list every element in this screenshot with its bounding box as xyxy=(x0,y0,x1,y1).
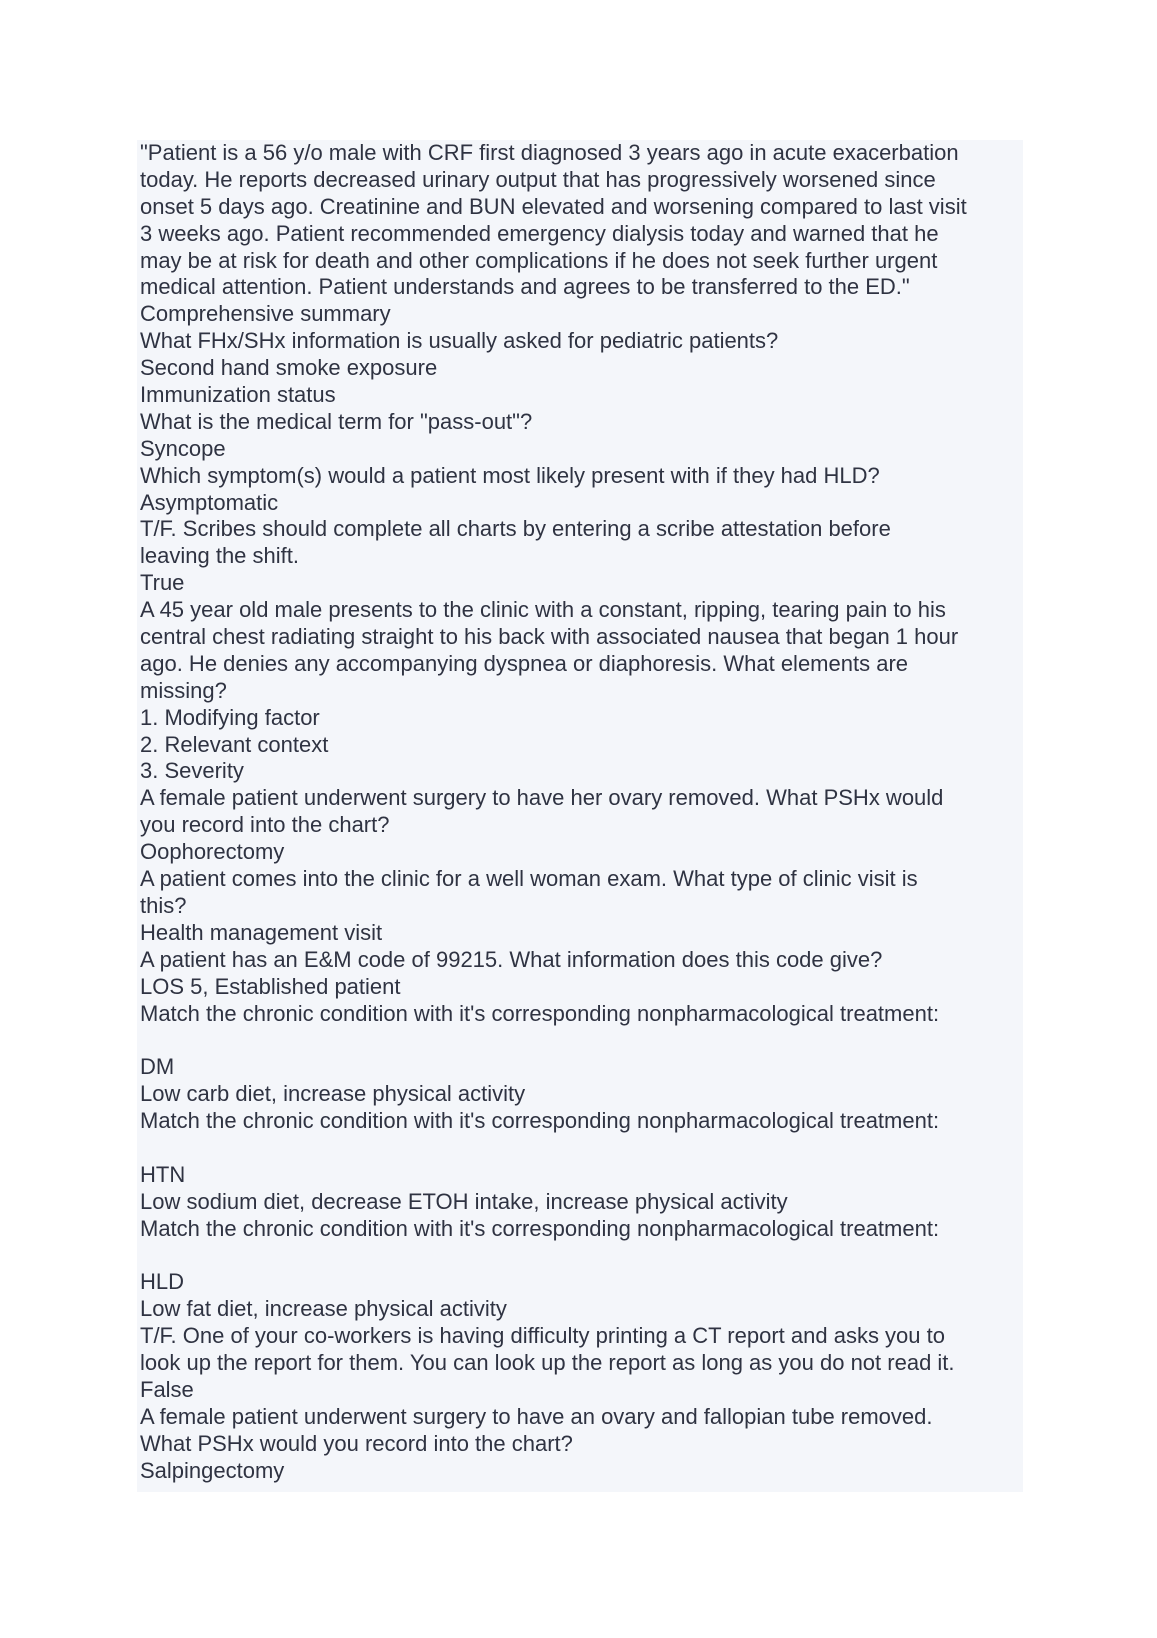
question-line: DM xyxy=(140,1054,175,1080)
text-line: medical attention. Patient understands and agrees to be transferred to the ED." xyxy=(140,274,910,300)
question-line: this? xyxy=(140,892,187,918)
question-line: What is the medical term for "pass-out"? xyxy=(140,408,533,434)
question-line: What FHx/SHx information is usually asked for pediatric patients? xyxy=(140,328,779,354)
question-line: A female patient underwent surgery to have her ovary removed. What PSHx would xyxy=(140,785,944,811)
answer-line: Comprehensive summary xyxy=(140,301,391,327)
question-line: What PSHx would you record into the chart? xyxy=(140,1430,573,1456)
answer-line: True xyxy=(140,570,185,596)
question-line: look up the report for them. You can look up the report as long as you do not read it. xyxy=(140,1350,955,1376)
answer-line: Asymptomatic xyxy=(140,489,279,515)
text-line: 3 weeks ago. Patient recommended emergency dialysis today and warned that he xyxy=(140,220,939,246)
question-line: HTN xyxy=(140,1161,186,1187)
question-line: leaving the shift. xyxy=(140,543,299,569)
answer-line: Second hand smoke exposure xyxy=(140,355,438,381)
blank-line xyxy=(140,1243,1020,1270)
question-line: A patient has an E&M code of 99215. What information does this code give? xyxy=(140,946,883,972)
answer-line: False xyxy=(140,1376,194,1402)
question-line: HLD xyxy=(140,1269,185,1295)
blank-line xyxy=(140,1027,1020,1054)
blank-line xyxy=(140,1135,1020,1162)
answer-line: 2. Relevant context xyxy=(140,731,329,757)
question-line: A female patient underwent surgery to have an ovary and fallopian tube removed. xyxy=(140,1403,933,1429)
answer-line: Immunization status xyxy=(140,382,336,408)
answer-line: Low sodium diet, decrease ETOH intake, increase physical activity xyxy=(140,1188,788,1214)
answer-line: Low fat diet, increase physical activity xyxy=(140,1296,507,1322)
question-line: Match the chronic condition with it's corresponding nonpharmacological treatment: xyxy=(140,1215,940,1241)
flashcard-text-block xyxy=(137,140,1023,1492)
text-line: onset 5 days ago. Creatinine and BUN elevated and worsening compared to last visit xyxy=(140,193,967,219)
text-line: today. He reports decreased urinary output that has progressively worsened since xyxy=(140,166,936,192)
answer-line: LOS 5, Established patient xyxy=(140,973,401,999)
question-line: missing? xyxy=(140,677,227,703)
question-line: T/F. Scribes should complete all charts by entering a scribe attestation before xyxy=(140,516,891,542)
answer-line: Health management visit xyxy=(140,919,383,945)
question-line: Match the chronic condition with it's corresponding nonpharmacological treatment: xyxy=(140,1108,940,1134)
question-line: T/F. One of your co-workers is having difficulty printing a CT report and asks you to xyxy=(140,1323,945,1349)
question-line: A 45 year old male presents to the clinic with a constant, ripping, tearing pain to his xyxy=(140,597,946,623)
answer-line: Oophorectomy xyxy=(140,839,285,865)
answer-line: 1. Modifying factor xyxy=(140,704,320,730)
question-line: ago. He denies any accompanying dyspnea or diaphoresis. What elements are xyxy=(140,650,909,676)
question-line: central chest radiating straight to his back with associated nausea that began 1 hour xyxy=(140,624,959,650)
text-line: may be at risk for death and other complications if he does not seek further urgent xyxy=(140,247,938,273)
question-line: Match the chronic condition with it's corresponding nonpharmacological treatment: xyxy=(140,1000,940,1026)
answer-line: Salpingectomy xyxy=(140,1457,285,1483)
answer-line: Low carb diet, increase physical activity xyxy=(140,1081,526,1107)
question-line: Which symptom(s) would a patient most likely present with if they had HLD? xyxy=(140,462,880,488)
answer-line: 3. Severity xyxy=(140,758,244,784)
answer-line: Syncope xyxy=(140,435,226,461)
question-line: you record into the chart? xyxy=(140,812,390,838)
question-line: A patient comes into the clinic for a well woman exam. What type of clinic visit is xyxy=(140,866,918,892)
text-line: "Patient is a 56 y/o male with CRF first diagnosed 3 years ago in acute exacerbation xyxy=(140,140,959,165)
